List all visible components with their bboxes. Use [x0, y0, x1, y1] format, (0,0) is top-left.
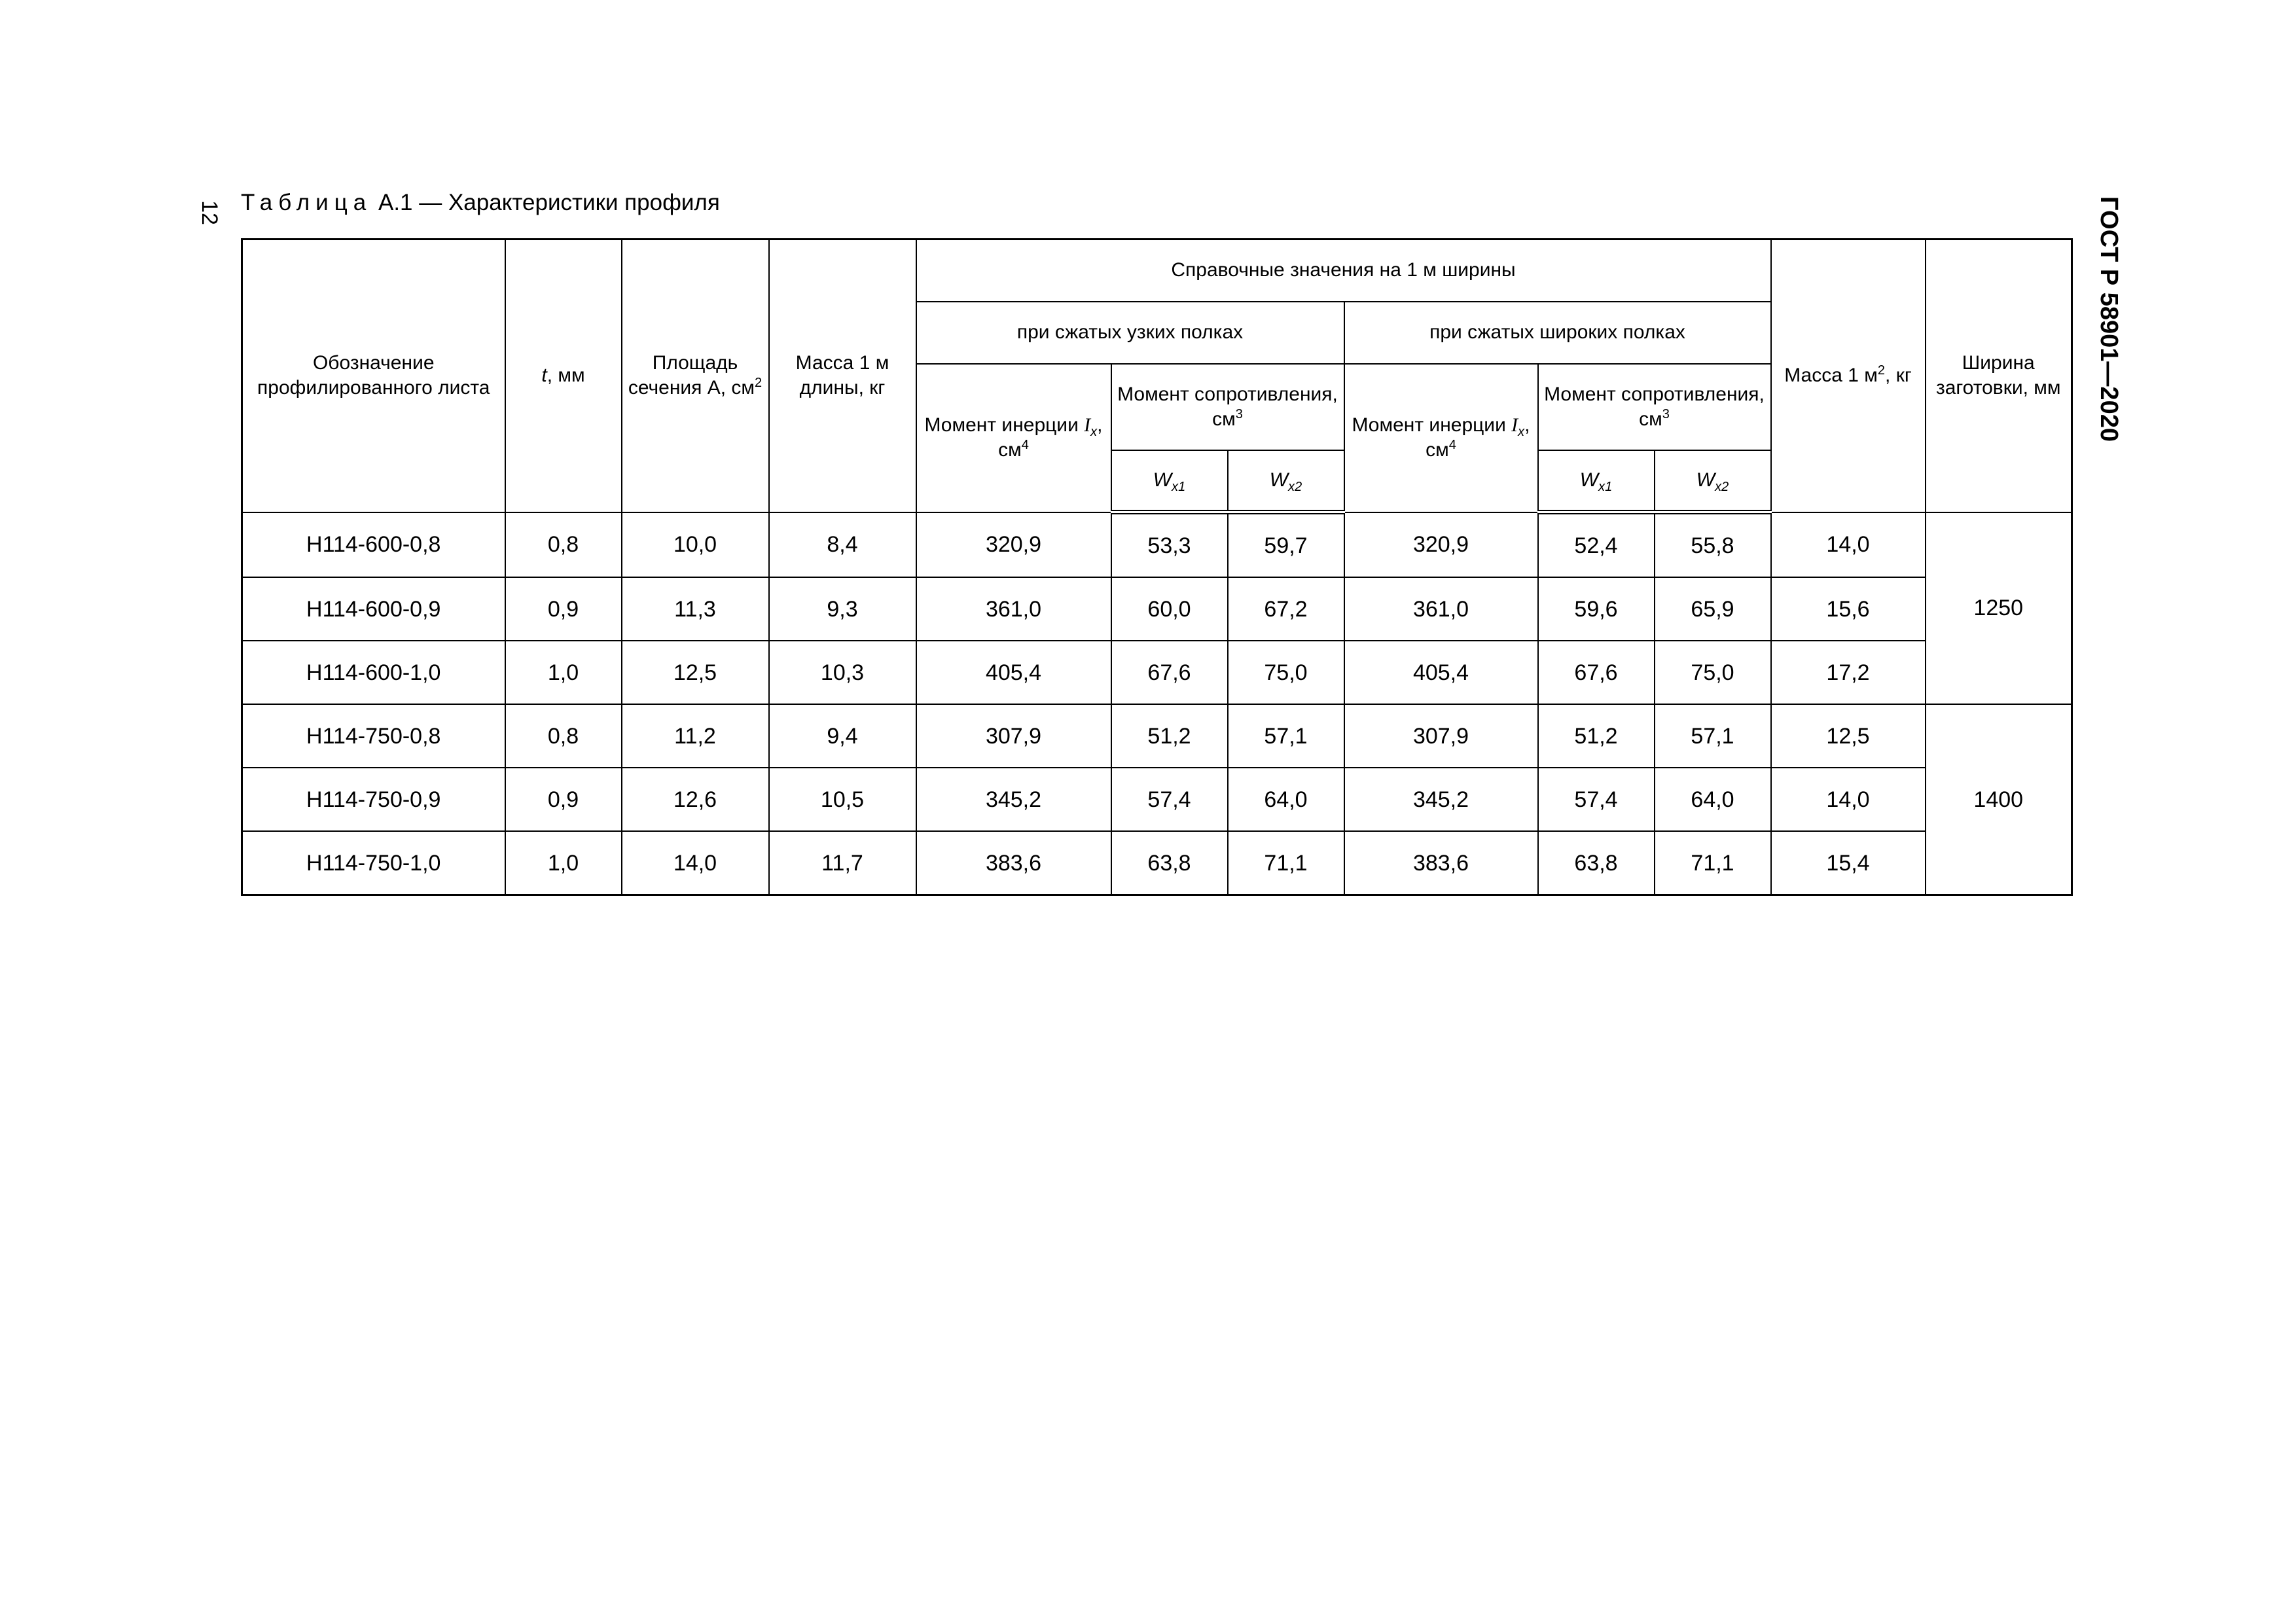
- cell-wide-wx2: 65,9: [1655, 577, 1771, 641]
- wide-inertia-symbol: I: [1511, 414, 1518, 436]
- cell-mass-per-meter: 10,3: [769, 641, 916, 704]
- mass-m2-text: Масса 1 м: [1784, 365, 1878, 387]
- cell-narrow-wx2: 59,7: [1228, 512, 1344, 578]
- header-narrow-wx1: [1111, 450, 1228, 512]
- cell-narrow-wx1: 57,4: [1111, 768, 1228, 831]
- cell-mass-per-meter: 9,4: [769, 704, 916, 768]
- wide-wx1-sub: x1: [1598, 479, 1613, 494]
- page-number: 12: [197, 200, 222, 225]
- cell-wide-wx2: 55,8: [1655, 512, 1771, 578]
- cell-thickness: 0,9: [505, 768, 622, 831]
- cell-narrow-wx1: 63,8: [1111, 831, 1228, 895]
- table-caption-text: А.1 — Характеристики профиля: [378, 190, 720, 215]
- cell-mass-per-m2: 14,0: [1771, 768, 1926, 831]
- document-code: ГОСТ Р 58901—2020: [2095, 196, 2123, 442]
- header-blank-width: Ширина заготовки, мм: [1926, 240, 2072, 512]
- header-reference-values: Справочные значения на 1 м ширины: [916, 240, 1771, 302]
- narrow-wx2-symbol: W: [1269, 469, 1289, 491]
- header-section-area: [622, 240, 769, 512]
- cell-section-area: 11,3: [622, 577, 769, 641]
- cell-wide-wx2: 71,1: [1655, 831, 1771, 895]
- cell-designation: Н114-750-1,0: [242, 831, 505, 895]
- cell-narrow-inertia: 320,9: [916, 512, 1111, 578]
- narrow-inertia-symbol: I: [1084, 414, 1091, 436]
- cell-wide-wx2: 75,0: [1655, 641, 1771, 704]
- table-row: [242, 512, 2072, 578]
- cell-narrow-wx1: 53,3: [1111, 512, 1228, 578]
- cell-thickness: 1,0: [505, 831, 622, 895]
- cell-narrow-wx1: 51,2: [1111, 704, 1228, 768]
- cell-narrow-inertia: 345,2: [916, 768, 1111, 831]
- header-wide-inertia: [1344, 364, 1538, 512]
- cell-narrow-inertia: 307,9: [916, 704, 1111, 768]
- cell-wide-wx1: 57,4: [1538, 768, 1655, 831]
- wide-inertia-exponent: 4: [1448, 438, 1456, 452]
- cell-wide-wx1: 52,4: [1538, 512, 1655, 578]
- table-row: [242, 704, 2072, 768]
- cell-thickness: 1,0: [505, 641, 622, 704]
- cell-wide-wx1: 63,8: [1538, 831, 1655, 895]
- thickness-symbol: t: [541, 365, 547, 387]
- cell-narrow-wx2: 67,2: [1228, 577, 1344, 641]
- cell-blank-width: 1400: [1926, 704, 2072, 895]
- cell-section-area: 12,6: [622, 768, 769, 831]
- table-row: [242, 831, 2072, 895]
- header-wide-flanges: при сжатых широких полках: [1344, 302, 1771, 364]
- cell-wide-inertia: 345,2: [1344, 768, 1538, 831]
- narrow-resistance-text: Момент сопротивления, см: [1117, 383, 1338, 430]
- cell-thickness: 0,9: [505, 577, 622, 641]
- wide-wx1-symbol: W: [1579, 469, 1599, 491]
- wide-wx2-symbol: W: [1696, 469, 1715, 491]
- cell-section-area: 11,2: [622, 704, 769, 768]
- header-narrow-resistance: [1111, 364, 1344, 450]
- cell-wide-wx1: 59,6: [1538, 577, 1655, 641]
- cell-narrow-wx2: 75,0: [1228, 641, 1344, 704]
- wide-resistance-text: Момент сопротивления, см: [1544, 383, 1765, 430]
- table-row: [242, 768, 2072, 831]
- wide-resistance-exponent: 3: [1662, 406, 1670, 421]
- section-area-exponent: 2: [755, 376, 762, 391]
- cell-designation: Н114-600-0,9: [242, 577, 505, 641]
- cell-wide-inertia: 405,4: [1344, 641, 1538, 704]
- header-wide-wx2: [1655, 450, 1771, 512]
- narrow-inertia-text: Момент инерции: [924, 414, 1085, 436]
- table-caption-prefix: Таблица: [241, 190, 372, 215]
- cell-narrow-inertia: 405,4: [916, 641, 1111, 704]
- header-thickness: [505, 240, 622, 512]
- section-area-text: Площадь сечения А, см: [628, 352, 755, 399]
- cell-wide-inertia: 307,9: [1344, 704, 1538, 768]
- cell-narrow-wx1: 60,0: [1111, 577, 1228, 641]
- narrow-resistance-exponent: 3: [1235, 406, 1243, 421]
- narrow-inertia-unit: , см: [998, 414, 1103, 461]
- wide-inertia-sub: x: [1518, 425, 1525, 439]
- cell-narrow-wx2: 71,1: [1228, 831, 1344, 895]
- cell-designation: Н114-750-0,8: [242, 704, 505, 768]
- header-mass-per-meter: Масса 1 м длины, кг: [769, 240, 916, 512]
- cell-mass-per-m2: 14,0: [1771, 512, 1926, 578]
- header-wide-wx1: [1538, 450, 1655, 512]
- table-row: [242, 641, 2072, 704]
- cell-mass-per-meter: 9,3: [769, 577, 916, 641]
- narrow-wx2-sub: x2: [1288, 479, 1302, 494]
- mass-m2-exponent: 2: [1877, 363, 1886, 378]
- cell-mass-per-meter: 8,4: [769, 512, 916, 578]
- cell-section-area: 14,0: [622, 831, 769, 895]
- cell-designation: Н114-600-0,8: [242, 512, 505, 578]
- header-mass-per-m2: [1771, 240, 1926, 512]
- table-row: [242, 577, 2072, 641]
- thickness-unit: , мм: [547, 365, 585, 387]
- wide-inertia-unit: , см: [1426, 414, 1530, 461]
- table-caption: [241, 188, 720, 217]
- cell-wide-wx2: 64,0: [1655, 768, 1771, 831]
- cell-designation: Н114-600-1,0: [242, 641, 505, 704]
- header-narrow-flanges: при сжатых узких полках: [916, 302, 1344, 364]
- narrow-inertia-exponent: 4: [1021, 438, 1029, 452]
- cell-wide-inertia: 361,0: [1344, 577, 1538, 641]
- cell-thickness: 0,8: [505, 512, 622, 578]
- cell-wide-wx2: 57,1: [1655, 704, 1771, 768]
- narrow-wx1-sub: x1: [1172, 479, 1186, 494]
- cell-thickness: 0,8: [505, 704, 622, 768]
- profile-characteristics-table: [241, 238, 2073, 896]
- cell-wide-wx1: 67,6: [1538, 641, 1655, 704]
- cell-designation: Н114-750-0,9: [242, 768, 505, 831]
- cell-wide-inertia: 320,9: [1344, 512, 1538, 578]
- cell-mass-per-m2: 17,2: [1771, 641, 1926, 704]
- cell-section-area: 10,0: [622, 512, 769, 578]
- header-narrow-inertia: [916, 364, 1111, 512]
- mass-m2-unit: , кг: [1885, 365, 1912, 387]
- cell-narrow-inertia: 361,0: [916, 577, 1111, 641]
- cell-narrow-wx1: 67,6: [1111, 641, 1228, 704]
- cell-mass-per-meter: 11,7: [769, 831, 916, 895]
- wide-wx2-sub: x2: [1715, 479, 1729, 494]
- cell-wide-wx1: 51,2: [1538, 704, 1655, 768]
- narrow-wx1-symbol: W: [1153, 469, 1172, 491]
- header-narrow-wx2: [1228, 450, 1344, 512]
- cell-narrow-wx2: 57,1: [1228, 704, 1344, 768]
- header-designation: Обозначение профилированного листа: [242, 240, 505, 512]
- cell-mass-per-meter: 10,5: [769, 768, 916, 831]
- cell-narrow-wx2: 64,0: [1228, 768, 1344, 831]
- wide-inertia-text: Момент инерции: [1352, 414, 1512, 436]
- cell-narrow-inertia: 383,6: [916, 831, 1111, 895]
- cell-mass-per-m2: 15,6: [1771, 577, 1926, 641]
- cell-mass-per-m2: 12,5: [1771, 704, 1926, 768]
- cell-blank-width: 1250: [1926, 512, 2072, 705]
- cell-section-area: 12,5: [622, 641, 769, 704]
- cell-mass-per-m2: 15,4: [1771, 831, 1926, 895]
- cell-wide-inertia: 383,6: [1344, 831, 1538, 895]
- header-wide-resistance: [1538, 364, 1771, 450]
- narrow-inertia-sub: x: [1090, 425, 1098, 439]
